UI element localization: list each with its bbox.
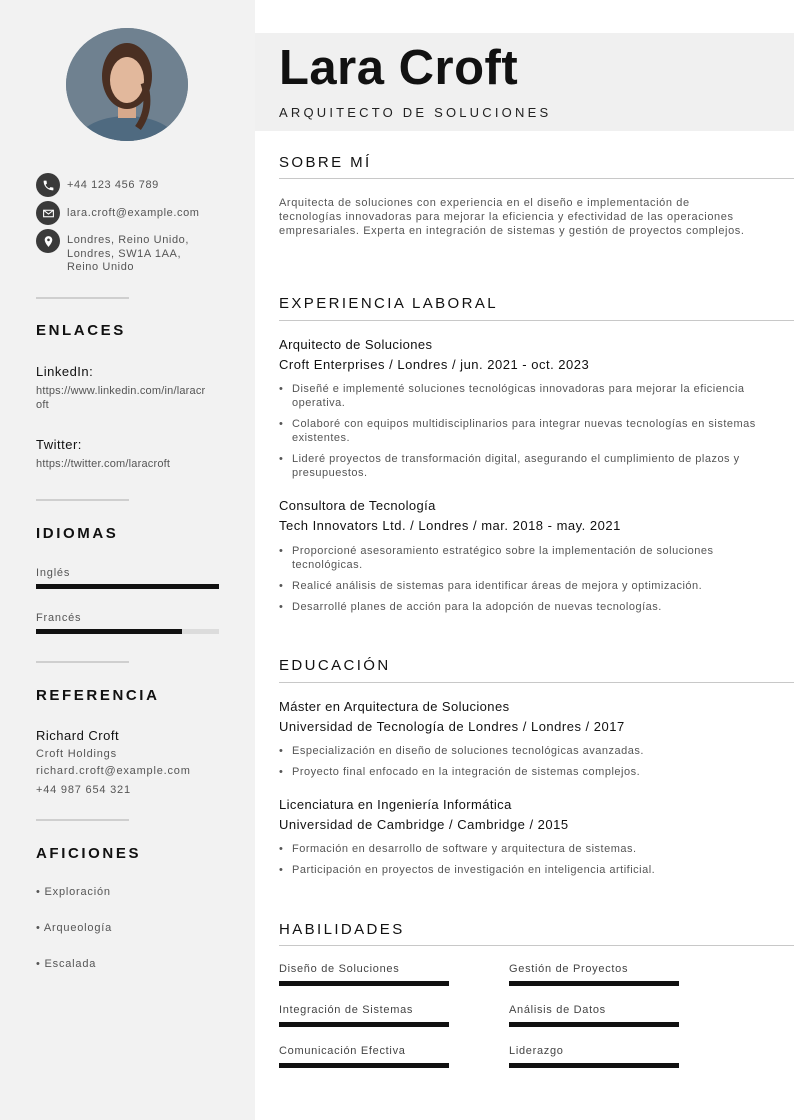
bullet-item: • Diseñé e implementé soluciones tecnológicas innovadoras para mejorar la eficiencia operativa. xyxy=(279,382,769,410)
links-heading: ENLACES xyxy=(36,322,126,339)
contact-email xyxy=(36,201,200,225)
language-name: Inglés xyxy=(36,567,71,579)
bullet-item: • Realicé análisis de sistemas para identificar áreas de mejora y optimización. xyxy=(279,579,769,593)
about-heading: SOBRE MÍ xyxy=(279,154,372,171)
skill-bar xyxy=(279,1063,449,1068)
experience-heading: EXPERIENCIA LABORAL xyxy=(279,295,499,312)
contact-phone-text: +44 123 456 789 xyxy=(67,179,159,191)
about-text: Arquitecta de soluciones con experiencia en el diseño e implementación de tecnologías innovadoras para mejorar la eficiencia y efectividad de las operaciones empresariales. Experta en integración de sistemas y gestión de proyectos complejos. xyxy=(279,197,745,237)
bullet-item: • Formación en desarrollo de software y arquitectura de sistemas. xyxy=(279,842,769,856)
job-title: Arquitecto de Soluciones xyxy=(279,337,433,352)
linkedin-url-line: https://www.linkedin.com/in/laracr xyxy=(36,385,206,397)
profile-photo xyxy=(66,28,188,141)
hobby-item: • Exploración xyxy=(36,886,111,898)
hobbies-heading: AFICIONES xyxy=(36,845,142,862)
language-level-fill xyxy=(36,629,182,634)
job-bullets xyxy=(279,382,769,487)
sidebar xyxy=(0,0,255,1120)
reference-phone: +44 987 654 321 xyxy=(36,784,131,796)
bullet-item: • Proyecto final enfocado en la integración de sistemas complejos. xyxy=(279,765,769,779)
twitter-url-line: https://twitter.com/laracroft xyxy=(36,458,171,470)
skill-label: Diseño de Soluciones xyxy=(279,963,400,975)
linkedin-label: LinkedIn: xyxy=(36,364,94,379)
language-level-bar xyxy=(36,629,219,634)
degree-subtitle: Universidad de Tecnología de Londres / Londres / 2017 xyxy=(279,719,625,734)
twitter-label: Twitter: xyxy=(36,437,82,452)
twitter-link[interactable] xyxy=(36,457,170,471)
skill-label: Análisis de Datos xyxy=(509,1004,606,1016)
address-line: Londres, Reino Unido, xyxy=(67,234,190,246)
languages-heading: IDIOMAS xyxy=(36,525,119,542)
sidebar-divider xyxy=(36,661,129,663)
skill-bar xyxy=(509,1022,679,1027)
sidebar-divider xyxy=(36,819,129,821)
linkedin-url-line: oft xyxy=(36,399,49,411)
reference-heading: REFERENCIA xyxy=(36,687,160,704)
skill-bar xyxy=(279,1022,449,1027)
contact-email-text[interactable]: lara.croft@example.com xyxy=(67,207,200,219)
skill-label: Comunicación Efectiva xyxy=(279,1045,406,1057)
sidebar-divider xyxy=(36,499,129,501)
portrait-image xyxy=(66,28,188,141)
skill-bar xyxy=(509,1063,679,1068)
degree-title: Máster en Arquitectura de Soluciones xyxy=(279,699,510,714)
contact-address-text xyxy=(67,234,189,275)
skill-label: Gestión de Proyectos xyxy=(509,963,629,975)
reference-name: Richard Croft xyxy=(36,728,120,743)
bullet-item: • Proporcioné asesoramiento estratégico sobre la implementación de soluciones tecnológicas. xyxy=(279,544,769,572)
contact-address xyxy=(36,229,189,275)
address-line: Londres, SW1A 1AA, xyxy=(67,247,182,260)
job-bullets xyxy=(279,544,769,621)
degree-title: Licenciatura en Ingeniería Informática xyxy=(279,797,512,812)
location-pin-icon xyxy=(36,229,60,253)
skill-bar xyxy=(509,981,679,986)
skill-label: Integración de Sistemas xyxy=(279,1004,414,1016)
mail-icon xyxy=(36,201,60,225)
language-level-bar xyxy=(36,584,219,589)
job-subtitle: Croft Enterprises / Londres / jun. 2021 - oct. 2023 xyxy=(279,357,590,372)
bullet-item: • Colaboré con equipos multidisciplinarios para integrar nuevas tecnologías en sistemas existentes. xyxy=(279,417,769,445)
full-name: Lara Croft xyxy=(279,41,519,95)
address-line: Reino Unido xyxy=(67,261,135,273)
hobby-item: • Arqueología xyxy=(36,922,113,934)
language-level-fill xyxy=(36,584,219,589)
skills-heading: HABILIDADES xyxy=(279,921,405,938)
section-rule xyxy=(279,178,794,179)
degree-subtitle: Universidad de Cambridge / Cambridge / 2015 xyxy=(279,817,569,832)
reference-company: Croft Holdings xyxy=(36,748,117,760)
section-rule xyxy=(279,682,794,683)
linkedin-link[interactable] xyxy=(36,384,205,412)
degree-bullets xyxy=(279,842,769,884)
job-subtitle: Tech Innovators Ltd. / Londres / mar. 2018 - may. 2021 xyxy=(279,518,621,533)
bullet-item: • Lideré proyectos de transformación digital, asegurando el cumplimiento de plazos y presupuestos. xyxy=(279,452,769,480)
reference-email[interactable]: richard.croft@example.com xyxy=(36,765,191,777)
phone-icon xyxy=(36,173,60,197)
skill-bar xyxy=(279,981,449,986)
job-role: ARQUITECTO DE SOLUCIONES xyxy=(279,105,552,120)
degree-bullets xyxy=(279,744,769,786)
section-rule xyxy=(279,945,794,946)
bullet-item: • Desarrollé planes de acción para la adopción de nuevas tecnologías. xyxy=(279,600,769,614)
language-name: Francés xyxy=(36,612,82,624)
hobby-item: • Escalada xyxy=(36,958,97,970)
bullet-item: • Participación en proyectos de investigación en inteligencia artificial. xyxy=(279,863,769,877)
sidebar-divider xyxy=(36,297,129,299)
education-heading: EDUCACIÓN xyxy=(279,657,391,674)
bullet-item: • Especialización en diseño de soluciones tecnológicas avanzadas. xyxy=(279,744,769,758)
section-rule xyxy=(279,320,794,321)
skill-label: Liderazgo xyxy=(509,1045,564,1057)
contact-phone xyxy=(36,173,159,197)
job-title: Consultora de Tecnología xyxy=(279,498,436,513)
